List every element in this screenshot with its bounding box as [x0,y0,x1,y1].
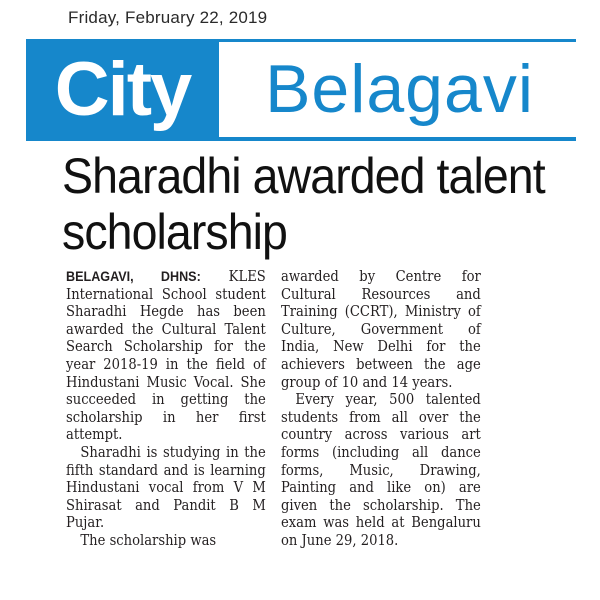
article-paragraph: awarded by Centre for Cultural Resources and Training (CCRT), Ministry of Culture, Government of India, New Delhi for the achievers between the age group of 10 and 14 years. [281,268,481,391]
headline: Sharadhi awarded talent scholarship [62,148,545,260]
article-paragraph: Every year, 500 talented students from all over the country across various art forms (including all dance forms, Music, Drawing, Painting and like on) are given the scholarship. The exam was held at Bengaluru on June 29, 2018. [281,391,481,549]
dateline: Friday, February 22, 2019 [68,8,268,27]
masthead [26,39,576,135]
article-paragraph: The scholarship was [80,531,217,549]
byline: BELAGAVI, DHNS: [66,268,201,284]
article-column-left [66,268,266,550]
article-column-right [281,268,479,550]
article-paragraph [66,268,266,444]
masthead-section-label: City [26,42,219,137]
paragraph-text: KLES International School student Sharadhi Hegde has been awarded the Cultural Talent Search Scholarship for the year 2018-19 in the field of Hindustani Music Vocal. She succeeded in getting the scholarship in her first attempt. [66,268,266,444]
masthead-place-label: Belagavi [265,51,534,127]
masthead-bottom-rule [26,137,576,141]
article-paragraph: Sharadhi is studying in the fifth standard and is learning Hindustani vocal from V M Shirasat and Pandit B M Pujar. [66,443,266,532]
